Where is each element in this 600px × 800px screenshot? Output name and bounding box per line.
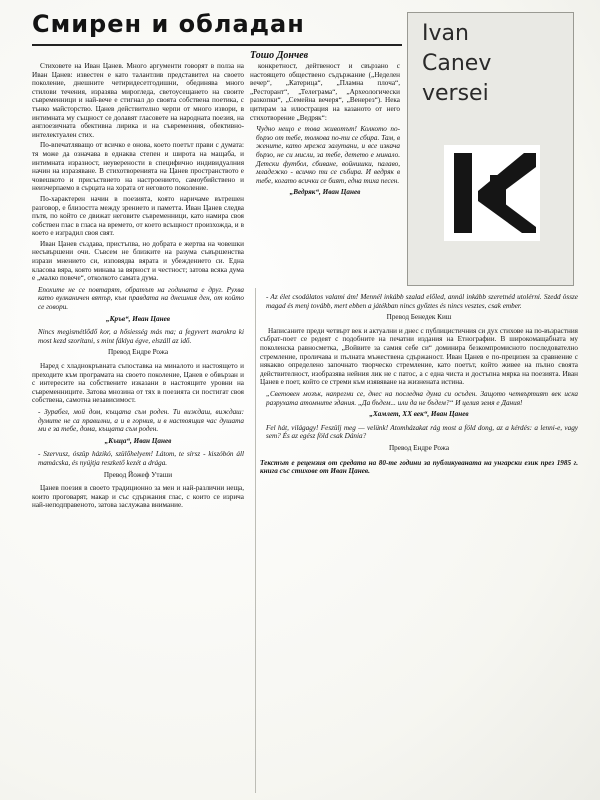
book-cover-line-1: Ivan — [422, 21, 469, 46]
book-cover-line-2: Canev — [422, 51, 492, 76]
col3-closing: Текстът е рецензия от средата на 80-те години за публикуваната на унгарски език през 1985 г. книга със стихове от Иван Цанев. — [260, 458, 578, 476]
col1-verse: - Зурабел, мой дом, къщата съм роден. Ти виждаш, виждаш: думите не са правилни, а и в горния, и в настоящия час душата ми е за тебе, дома, къщата съм роден. — [38, 407, 244, 434]
col1-paragraph: По-впечатляващо от всичко е онова, което поетът прави с думата: тя може да означава в еднаква степен и широта на мащаба, и интимната изразност, неуверености в специфично индивидуалния начин на изразяване. В стихотворенията на Цанев пространството е човешкото и присъствието на настроението, самоубийствено и неизчерпаемо в сърцата на хората от неговото поколение. — [32, 141, 244, 193]
article-title: Смирен и обладан — [32, 10, 305, 38]
column-1 — [32, 62, 244, 792]
book-emblem-icon — [444, 145, 540, 246]
col3-verse: „Световен мозък, напрегни се, днес на последна дума си осъден. Защото четвъртият век иска разрухата атомните здания. „Да бъдем... или да не бъдем?“ И целия земя е Дания! — [266, 389, 578, 407]
col1-paragraph: Стиховете на Иван Цанев. Много аргументи говорят в полза на Иван Цанев: известен е като талантлив представител на своето поколение, днешните четиридесетгодишни, обединява много стилови течения, изразява мирогледа, светоусещането на своите съвременници и най-вече е стигнал до своята собствена поетика, с тънко майсторство. Цанев действително черпи от много извори, в интимната му същност се долавят гласовете на народната поезия, на англоезичната обективна лирика и на съвременния, обективно-интелектуален стих. — [32, 62, 244, 139]
column-2 — [250, 62, 400, 292]
book-cover-line-3: versei — [422, 81, 489, 106]
column-3 — [260, 290, 578, 795]
col1-paragraph: Наред с хладнокръвната съпоставка на миналото и настоящето и преходите към програмата на своето поколение, Цанев е обвързан и с интересите на собствените изказани в настоящите уровни на съвременниците. Затова мнозина от тях в поезията си постигат своя собствена, самотна независимост. — [32, 362, 244, 405]
col3-attrib: „Хамлет, XX век“, Иван Цанев — [369, 410, 469, 419]
col3-trans: Превод Бенедек Киш — [386, 313, 452, 322]
article-author: Тошо Дончев — [250, 50, 309, 61]
col1-trans: Превод Ендре Рожа — [107, 348, 169, 357]
col1-verse: Епохите не се повтарят, обратът на годината е друг. Рухва като вулканичен вятър, към правдата на днешния ден, от който се говори. — [38, 285, 244, 312]
col3-trans: Превод Ендре Рожа — [388, 443, 450, 452]
col1-trans: Превод Йожеф Уташи — [103, 470, 173, 479]
col1-verse: Nincs megismétlődő kor, a hősiesség más ma; a fegyvert marokra ki most kezd szorítani, s mint fáklya égve, elszáll az idő. — [38, 328, 244, 345]
book-cover — [407, 12, 574, 286]
col1-paragraph: Иван Цанев създава, пристъпва, но добрата е жертва на човешки несъвършени очи. Съвсем не близките на разума съвършенства изрази мнението си, изповядва вярата и убеждението си. Една класова вяра, която минава за вярност и честност; затова всяка дума е „малко повече“, отколкото самата дума. — [32, 239, 244, 283]
col2-paragraph: конкретност, дейтвеност и свързано с настоящето обществено съдържание („Неделен вечер“, „Катерица“, „Пламна плоча“, „Ресторант“, „Телеграма“, „Археологически разкопки“, „Семейна вечеря“, „Венерез“). Нека цитирам за илюстрация на казаното от него стихотворение „Ведряк“: — [250, 62, 400, 122]
col1-paragraph: Цанев поезия в своето традиционно за мен и най-различни неща, които проговарят, макар и със сдържания глас, с които се изрича най-неподправеното, затова заслужава внимание. — [32, 484, 244, 510]
col1-paragraph: По-характерен начин в поезията, която наричаме вътрешен разговор, е близостта между зрението и паметта. Иван Цанев следва пътя, по който се движат неговите съвременници, като намира своя собствен глас в гласа на времето, от което всъщност произхожда, и в което е изградил своя свят. — [32, 194, 244, 238]
col1-attrib: „Кръв“, Иван Цанев — [106, 314, 170, 323]
col2-attrib: „Ведряк“, Иван Цанев — [289, 188, 361, 197]
col1-verse: - Szervusz, ószüp házikó, szülőhelyem! Látom, te sírsz - kiszóbón áll mamácska, és nyújtja reszkető kezét a drága. — [38, 450, 244, 467]
col3-verse: Fel hát, világagy! Feszülj meg — velünk! Atomházakat rág most a föld dong, az a kérdés: a lenni-e, vagy sem? És az egész föld csak Dánia? — [266, 423, 578, 441]
title-underline — [32, 44, 402, 46]
col2-verse: Чудно нещо е това животът! Колкото по-бързо от тебе, толкова по-ти се сбира. Там, в жените, като мрежа залутани, и все изкача бързо, не си мисли, за тебе, детето е минало. Детски футбол, сбиване, войнишки, палаво, младежко - всичко ти се събира. И ведряк в тебе, когато всички се бият, една тиха песен. — [256, 125, 400, 185]
col1-attrib: „Къща“, Иван Цанев — [104, 436, 172, 445]
column-divider — [255, 288, 256, 793]
col3-paragraph: Написаните преди четвърт век и актуални и днес с публицистичния си дух стихове на по-възрастния събрат-поет се редеят с подобните на печатни издания на Етнографии. В широкомащабната му поколенска равносметка, „Войвите за самия себе си“ доминира безкомпромисното последователно стремление, проличава и пълната мъжествена сдържаност. Иван Цанев е по-прецизен за сравнение с някакво определено започнато творческо стремление, като поетът, който живее на пълно своята действителност, изобразява нейния лик не с патос, а с една чиста и достъпна мярка на поезията. Иван Цанев е поет, който се стреми към изявяване на жизнената истина. — [260, 326, 578, 387]
col3-verse: - Az élet csodálatos valami ám! Mennél inkább szalad előled, annál inkább szeretnéd utolérni. Szedd össze magad és menj tovább, mert ebben a játékban nincs győztes és nincs vesztes, csak ember. — [266, 293, 578, 310]
